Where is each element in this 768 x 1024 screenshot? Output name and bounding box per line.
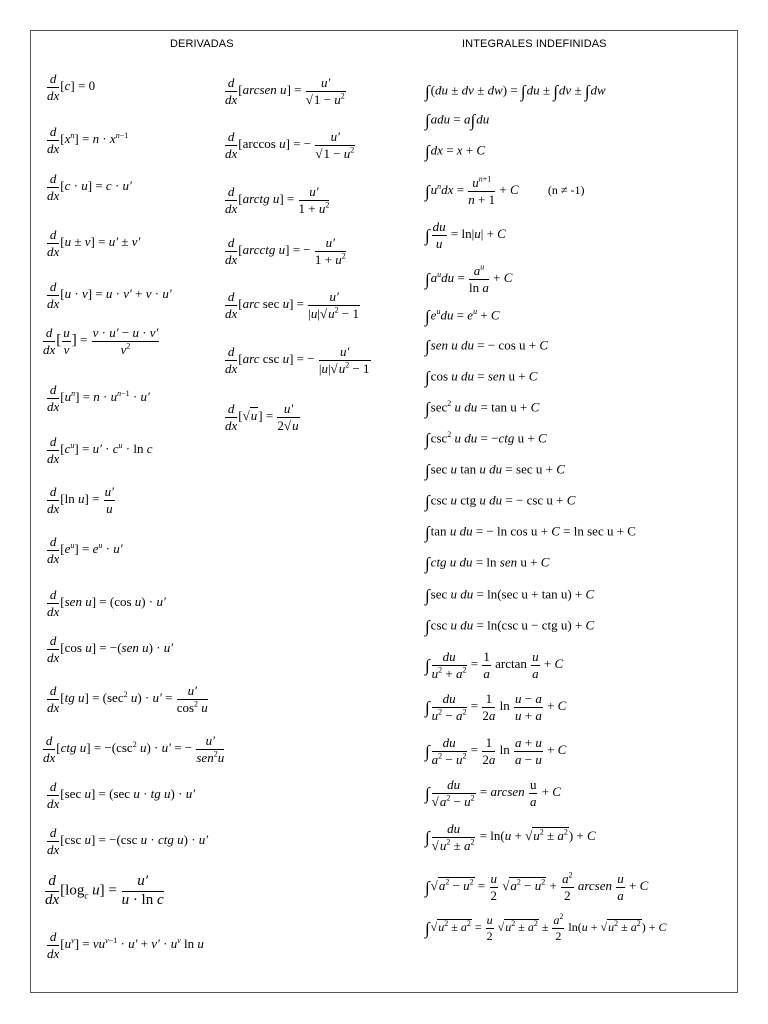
- int-arcsen: ∫ $\frac{du}{√a^2 - u^2}$ = arcsen $\frac{u}{a}$ + C: [425, 777, 561, 809]
- int-power-note: (n ≠ -1): [547, 183, 585, 198]
- int-sqrt-u2-pm-a2: $\int√u^2 \pm a^2$ = $\frac{u}{2}$ $√u^2 \pm a^2$ ± $\frac{a^2}{2}$ $\ln(u + √u^2 \pm a^2) + C$: [425, 912, 667, 943]
- deriv-arctg: $\frac{d}{dx}$ [arctg u] = $\frac{u'}{1 + u^2}$: [225, 184, 330, 216]
- int-csc2: $\int\csc^2$ u du = −ctg u + C: [425, 430, 547, 449]
- int-csc: ∫csc u du = ln(csc u − ctg u) + C: [425, 617, 595, 636]
- int-exp-e: $\int e^udu = e^u + C$: [425, 307, 500, 326]
- int-sec: ∫sec u du = ln(sec u + tan u) + C: [425, 586, 595, 605]
- int-sqrt-a2-minus-u2: $\int√a^2 - u^2$ = $\frac{u}{2}$ $√a^2 - u^2$ + $\frac{a^2}{2}$ arcsen $\frac{u}{a}$ + C: [425, 870, 649, 903]
- deriv-log: $\frac{d}{dx}$ [$\log_c$ u] = $\frac{u'}{\text{u · ln c}}$: [45, 873, 164, 908]
- int-exp-a: $\int a^udu$ = $\frac{a^u}{\text{ln a}}$ + C: [425, 262, 513, 295]
- deriv-sqrt: $\frac{d}{dx}$ [√u] = $\frac{u'}{2√u}$: [225, 401, 299, 433]
- deriv-arcsen: $\frac{d}{dx}$ [arcsen u] = $\frac{u'}{√1 - u^2}$: [225, 75, 345, 107]
- int-arctan: ∫ $\frac{du}{u^2 + a^2}$ = $\frac{1}{a}$ arctan $\frac{u}{a}$ + C: [425, 649, 564, 681]
- int-a2-minus-u2: ∫ $\frac{du}{a^2 - u^2}$ = $\frac{1}{2a}$ ln $\frac{a + u}{a - u}$ + C: [425, 735, 567, 767]
- int-csc-ctg: ∫csc u ctg u du = − csc u + C: [425, 492, 576, 511]
- deriv-product: $\frac{d}{dx}$ [u · v] = u · v′ + v · u′: [47, 279, 172, 311]
- deriv-quotient: $\frac{d}{dx}$ [ $\frac{u}{v}$ ] = $\frac{v \cdot u' - u \cdot v'}{v^2}$: [43, 325, 159, 357]
- deriv-exp-e: $\frac{d}{dx}$ $[e^u] = e^u \cdot u'$: [47, 534, 123, 566]
- deriv-arccsc: $\frac{d}{dx}$ [arc csc u] = − $\frac{u'}{|u|√u^2 - 1}$: [225, 344, 370, 376]
- int-u2-minus-a2: ∫ $\frac{du}{u^2 - a^2}$ = $\frac{1}{2a}$ ln $\frac{u - a}{u + a}$ + C: [425, 691, 567, 723]
- deriv-arccos: $\frac{d}{dx}$ [arccos u] = − $\frac{u'}{√1 - u^2}$: [225, 129, 355, 161]
- deriv-tg: $\frac{d}{dx}$ [tg $u] = (\sec^2$ u) · u′ = $\frac{u'}{\cos^2 u}$: [47, 683, 208, 715]
- int-sum: ∫(du ± dv ± dw) = ∫du ± ∫dv ± ∫dw: [425, 82, 606, 101]
- int-ln-sqrt: ∫ $\frac{du}{√u^2 \pm a^2}$ = $\ln(u + √u^2 \pm a^2) + C$: [425, 821, 596, 853]
- header-integrales: INTEGRALES INDEFINIDAS: [462, 38, 607, 50]
- deriv-power-x: $\frac{d}{dx}$ $[x^n] = n \cdot x^{n-1}$: [47, 124, 129, 156]
- deriv-const-mult: $\frac{d}{dx}$ [c · u] = c · u′: [47, 171, 132, 203]
- deriv-sec: $\frac{d}{dx}$ [sec u] = (sec u · tg u) · u′: [47, 779, 196, 811]
- int-const-mult: ∫adu = a∫du: [425, 111, 490, 130]
- int-cos: ∫cos u du = sen u + C: [425, 368, 538, 387]
- int-tan: ∫tan u du = − ln cos u + C = ln sec u + C: [425, 523, 636, 542]
- header-derivadas: DERIVADAS: [170, 38, 234, 50]
- deriv-ctg: $\frac{d}{dx}$ [ctg $u] = -(\csc^2$ u) · u′ = − $\frac{u'}{sen^2u}$: [43, 733, 225, 765]
- deriv-csc: $\frac{d}{dx}$ [csc u] = −(csc u · ctg u) · u′: [47, 825, 209, 857]
- deriv-sen: $\frac{d}{dx}$ [sen u] = (cos u) · u′: [47, 587, 166, 619]
- int-sec-tan: ∫sec u tan u du = sec u + C: [425, 461, 565, 480]
- deriv-ln: $\frac{d}{dx}$ [ln u] = $\frac{u'}{u}$: [47, 484, 114, 516]
- int-power: $\int u^ndx$ = $\frac{u^{n+1}}{n + 1}$ + C (n ≠ -1): [425, 174, 585, 207]
- deriv-cos: $\frac{d}{dx}$ [cos u] = −(sen u) · u′: [47, 633, 174, 665]
- deriv-arcctg: $\frac{d}{dx}$ [arcctg u] = − $\frac{u'}{1 + u^2}$: [225, 235, 346, 267]
- deriv-sum: $\frac{d}{dx}$ [u ± v] = u′ ± v′: [47, 227, 141, 259]
- int-ln: ∫ $\frac{du}{u}$ = ln|u| + C: [425, 219, 506, 251]
- int-ctg: ∫ctg u du = ln sen u + C: [425, 554, 550, 573]
- int-sen: ∫sen u du = − cos u + C: [425, 337, 549, 356]
- int-sec2: $\int\sec^2$ u du = tan u + C: [425, 399, 540, 418]
- deriv-arcsec: $\frac{d}{dx}$ [arc sec u] = $\frac{u'}{|u|√u^2 - 1}$: [225, 289, 359, 321]
- deriv-exp-c: $\frac{d}{dx}$ $[c^u] = u' \cdot c^u \cdot \ln c$: [47, 434, 153, 466]
- int-dx: ∫dx = x + C: [425, 142, 486, 161]
- deriv-power-u: $\frac{d}{dx}$ $[u^n] = n \cdot u^{n-1} \cdot u'$: [47, 382, 150, 414]
- deriv-constant: $\frac{d}{dx}$ [c] = 0: [47, 71, 96, 103]
- deriv-u-pow-v: $\frac{d}{dx}$ $[u^v] = vu^{v-1} \cdot u' + v' \cdot u^v$ ln u: [47, 929, 204, 961]
